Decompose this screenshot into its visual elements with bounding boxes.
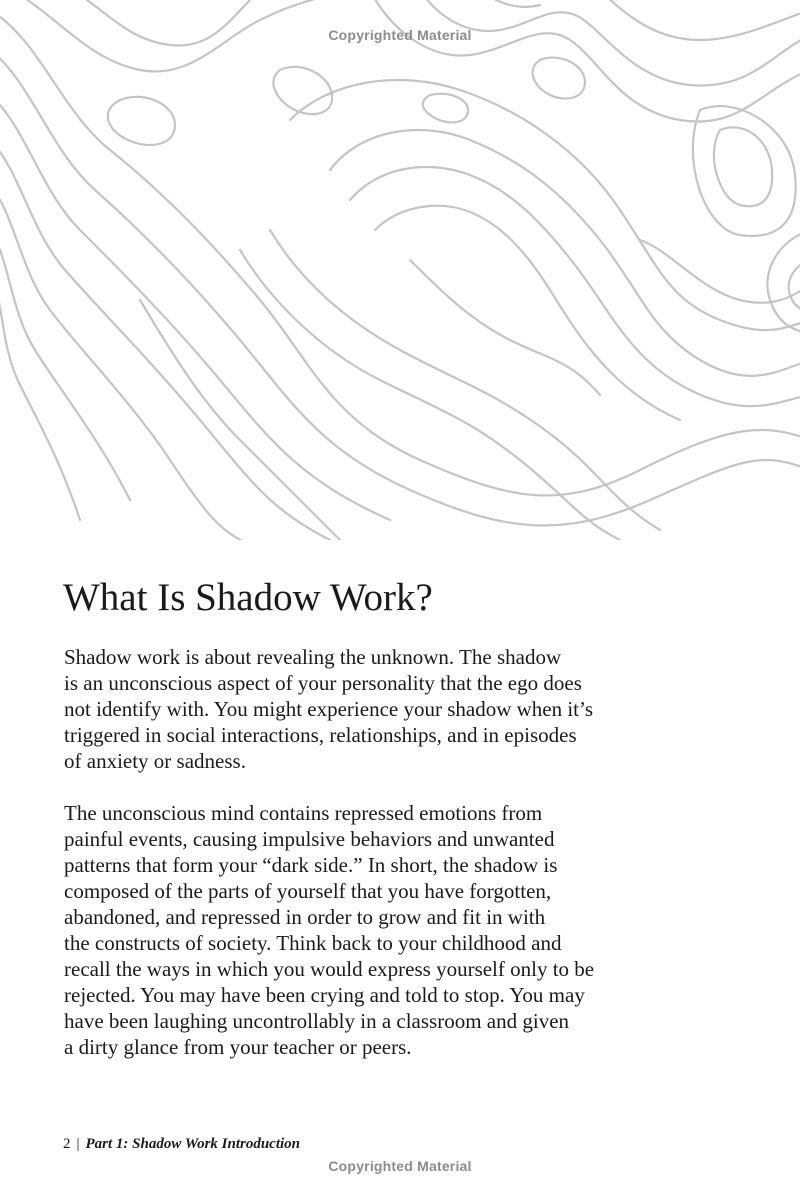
paragraph-line: recall the ways in which you would express yourself only to be xyxy=(64,957,595,981)
paragraph-line: triggered in social interactions, relationships, and in episodes xyxy=(64,723,577,747)
page-footer xyxy=(63,1133,300,1155)
paragraph-line: a dirty glance from your teacher or peers. xyxy=(64,1035,412,1059)
copyright-watermark-bottom: Copyrighted Material xyxy=(328,1158,472,1174)
topographic-contour-illustration xyxy=(0,0,800,540)
paragraph-line: composed of the parts of yourself that you have forgotten, xyxy=(64,879,552,903)
paragraph-line: have been laughing uncontrollably in a classroom and given xyxy=(64,1009,570,1033)
part-label: Part 1: Shadow Work Introduction xyxy=(85,1136,301,1152)
paragraph-line: the constructs of society. Think back to your childhood and xyxy=(64,931,562,955)
footer-separator: | xyxy=(76,1136,80,1152)
paragraph-line: of anxiety or sadness. xyxy=(64,749,246,773)
paragraph-line: abandoned, and repressed in order to grow and fit in with xyxy=(64,905,546,929)
paragraph-line: The unconscious mind contains repressed emotions from xyxy=(64,801,543,825)
body-text xyxy=(64,644,664,1060)
paragraph-line: not identify with. You might experience your shadow when it’s xyxy=(64,697,594,721)
paragraph-line: rejected. You may have been crying and told to stop. You may xyxy=(64,983,585,1007)
copyright-watermark-top: Copyrighted Material xyxy=(328,27,472,43)
paragraph-line: patterns that form your “dark side.” In short, the shadow is xyxy=(64,853,558,877)
paragraph-1 xyxy=(64,644,664,774)
page-number: 2 xyxy=(63,1136,71,1152)
page-title: What Is Shadow Work? xyxy=(63,576,433,619)
paragraph-line: is an unconscious aspect of your personality that the ego does xyxy=(64,671,582,695)
paragraph-line: painful events, causing impulsive behaviors and unwanted xyxy=(64,827,555,851)
paragraph-2 xyxy=(64,800,664,1060)
paragraph-line: Shadow work is about revealing the unknown. The shadow xyxy=(64,645,562,669)
